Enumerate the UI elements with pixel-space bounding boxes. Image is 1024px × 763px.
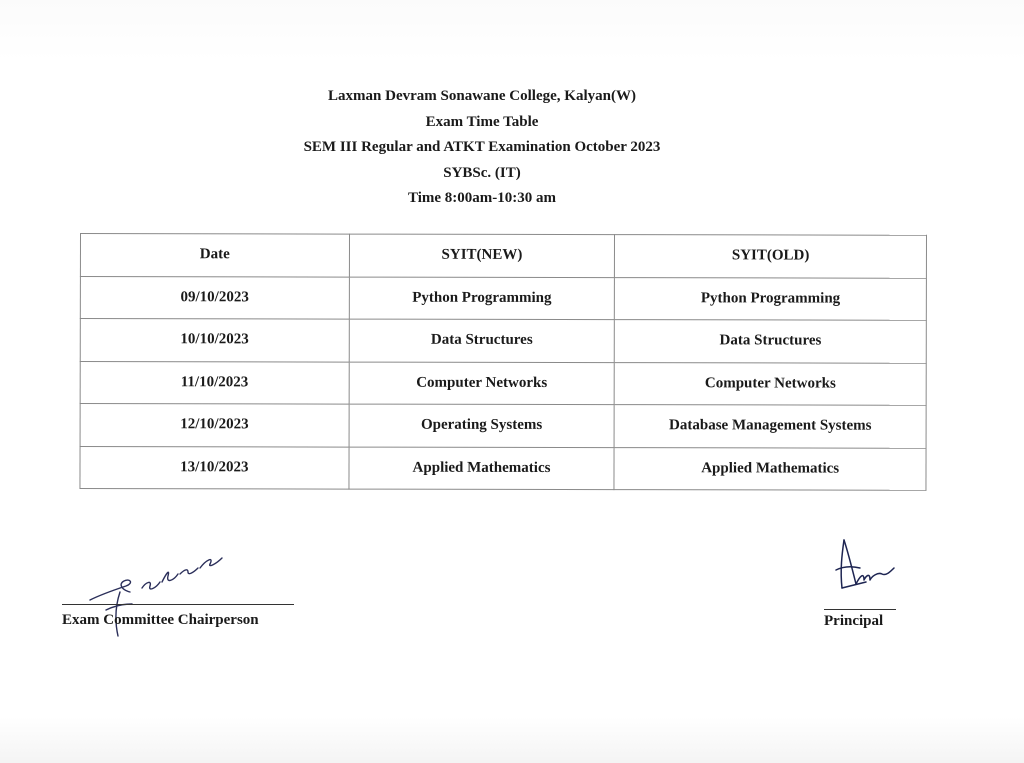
- table-row: [80, 446, 926, 490]
- principal-signature-block: [820, 536, 910, 636]
- college-name: Laxman Devram Sonawane College, Kalyan(W): [328, 88, 636, 104]
- cell-syit-new: Applied Mathematics: [349, 447, 615, 490]
- principal-signature-line: [824, 609, 896, 610]
- program-name: SYBSc. (IT): [443, 164, 521, 181]
- cell-syit-new: Operating Systems: [349, 404, 615, 447]
- cell-syit-new: Computer Networks: [349, 362, 615, 405]
- chairperson-caption: Exam Committee Chairperson: [62, 612, 259, 628]
- exam-name: SEM III Regular and ATKT Examination October 2023: [303, 139, 661, 155]
- document-title: Exam Time Table: [425, 113, 539, 130]
- cell-syit-old: Computer Networks: [615, 362, 927, 405]
- table-row: [80, 361, 926, 405]
- cell-syit-old: Data Structures: [615, 320, 927, 363]
- exam-time: Time 8:00am-10:30 am: [407, 190, 557, 206]
- document-header: [0, 84, 964, 212]
- cell-date: 13/10/2023: [80, 446, 349, 489]
- principal-signature: [830, 536, 900, 606]
- cell-syit-new: Data Structures: [349, 319, 615, 362]
- cell-date: 11/10/2023: [80, 361, 349, 404]
- header-syit-old: SYIT(OLD): [615, 235, 927, 278]
- table-header-row: [80, 234, 926, 278]
- table-row: [80, 404, 926, 448]
- cell-date: 09/10/2023: [80, 276, 349, 319]
- cell-syit-old: Python Programming: [615, 277, 927, 320]
- exam-timetable: [79, 233, 927, 491]
- cell-syit-old: Database Management Systems: [614, 405, 926, 448]
- header-syit-new: SYIT(NEW): [349, 234, 615, 277]
- cell-syit-old: Applied Mathematics: [614, 447, 926, 490]
- cell-date: 12/10/2023: [80, 404, 349, 447]
- chairperson-signature-block: [62, 548, 302, 643]
- cell-syit-new: Python Programming: [349, 277, 615, 320]
- cell-date: 10/10/2023: [80, 319, 349, 362]
- header-date: Date: [80, 234, 349, 277]
- table-row: [80, 276, 926, 320]
- table-row: [80, 319, 926, 363]
- principal-caption: Principal: [824, 613, 884, 629]
- chairperson-signature-line: [62, 604, 294, 605]
